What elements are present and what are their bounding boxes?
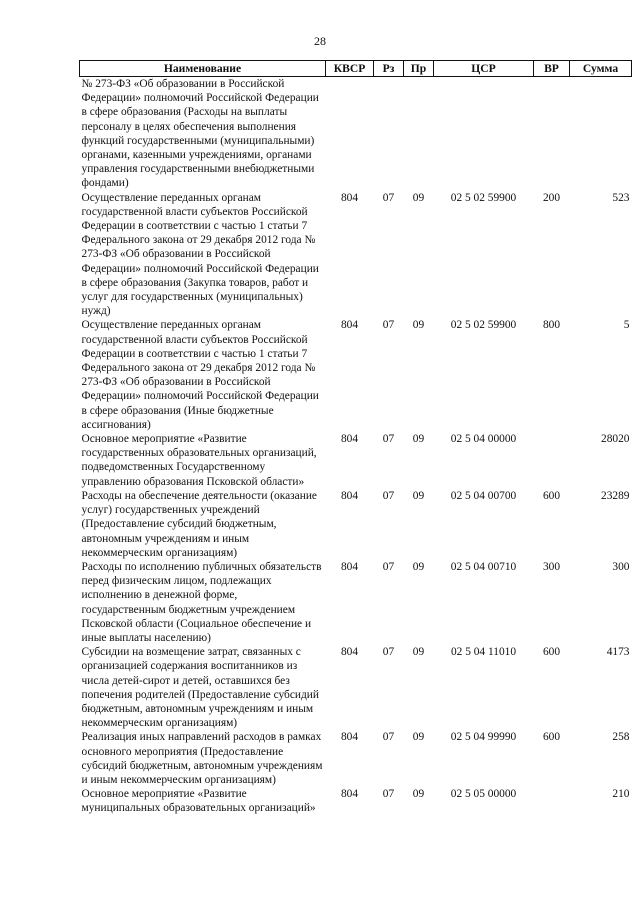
row-csr: 02 5 04 00710 bbox=[450, 560, 517, 573]
row-csr: 02 5 04 11010 bbox=[450, 646, 517, 659]
row-csr: 02 5 02 59900 bbox=[450, 319, 517, 332]
row-kvsr: 804 bbox=[340, 788, 359, 801]
row-name: Осуществление переданных органам государственной власти субъектов Российской Федерации в соответствии с частью 1 статьи 7 Федерального закона от 29 декабря 2012 года № 273-ФЗ «Об образовании в Российской Федерации» полномочий Российской Федерации в сфере образования (Закупка товаров, работ и услуг для государственных (муниципальных) нужд) bbox=[81, 191, 319, 318]
row-rz bbox=[374, 77, 404, 191]
table-body bbox=[80, 77, 632, 816]
row-rz: 07 bbox=[382, 560, 395, 573]
header-csr: ЦСР bbox=[434, 61, 534, 77]
row-vr: 200 bbox=[542, 191, 561, 204]
page-number: 28 bbox=[314, 34, 326, 48]
row-rz: 07 bbox=[382, 788, 395, 801]
row-kvsr: 804 bbox=[340, 191, 359, 204]
row-rz: 07 bbox=[382, 646, 395, 659]
row-kvsr: 804 bbox=[340, 433, 359, 446]
table-row bbox=[80, 560, 632, 645]
row-rz: 07 bbox=[382, 731, 395, 744]
header-rz: Рз bbox=[374, 61, 404, 77]
table-row bbox=[80, 432, 632, 489]
row-csr: 02 5 04 00700 bbox=[450, 489, 517, 502]
row-rz: 07 bbox=[382, 191, 395, 204]
row-sum: 210 bbox=[612, 788, 630, 801]
row-sum: 258 bbox=[612, 731, 630, 744]
row-kvsr: 804 bbox=[340, 560, 359, 573]
row-name: Субсидии на возмещение затрат, связанных с организацией содержания воспитанников из числа детей-сирот и детей, оставшихся без попечения родителей (Предоставление субсидий бюджетным, автономным учреждениям и иным некоммерческим организациям) bbox=[81, 646, 319, 730]
row-pr: 09 bbox=[412, 731, 425, 744]
row-name: Расходы на обеспечение деятельности (оказание услуг) государственных учреждений (Предоставление субсидий бюджетным, автономным учреждениям и иным некоммерческим организациям) bbox=[81, 489, 317, 559]
header-pr: Пр bbox=[404, 61, 434, 77]
row-name: Основное мероприятие «Развитие государственных образовательных организаций, подведомственных Государственному управлению образования Псковской области» bbox=[81, 433, 317, 488]
row-csr: 02 5 05 00000 bbox=[450, 788, 517, 801]
row-sum: 28020 bbox=[601, 433, 630, 446]
row-name: Расходы по исполнению публичных обязательств перед физическим лицом, подлежащих исполнению в денежной форме, государственным бюджетным учреждением Псковской области (Социальное обеспечение и иные выплаты населению) bbox=[81, 560, 322, 644]
row-vr bbox=[534, 77, 570, 191]
row-pr: 09 bbox=[412, 788, 425, 801]
row-pr: 09 bbox=[412, 319, 425, 332]
row-rz: 07 bbox=[382, 489, 395, 502]
row-csr: 02 5 04 99990 bbox=[450, 731, 517, 744]
table-row bbox=[80, 787, 632, 815]
row-name: № 273-ФЗ «Об образовании в Российской Федерации» полномочий Российской Федерации в сфере образования (Расходы на выплаты персоналу в целях обеспечения выполнения функций государственными (муниципальными) органами, казенными учреждениями, органами управления государственными внебюджетными фондами) bbox=[81, 78, 319, 190]
row-vr: 300 bbox=[542, 560, 561, 573]
row-sum: 523 bbox=[612, 191, 630, 204]
header-vr: ВР bbox=[534, 61, 570, 77]
budget-table bbox=[79, 60, 632, 816]
header-row bbox=[80, 61, 632, 77]
row-pr: 09 bbox=[412, 191, 425, 204]
row-pr: 09 bbox=[412, 433, 425, 446]
header-sum: Сумма bbox=[570, 61, 632, 77]
row-sum: 23289 bbox=[601, 489, 630, 502]
row-csr bbox=[434, 77, 534, 191]
header-kvsr: КВСР bbox=[326, 61, 374, 77]
row-vr: 600 bbox=[542, 489, 561, 502]
row-csr: 02 5 02 59900 bbox=[450, 191, 517, 204]
table-row bbox=[80, 645, 632, 730]
row-kvsr: 804 bbox=[340, 489, 359, 502]
row-sum: 300 bbox=[612, 560, 630, 573]
row-vr bbox=[534, 787, 570, 815]
row-kvsr: 804 bbox=[340, 319, 359, 332]
row-csr: 02 5 04 00000 bbox=[450, 433, 517, 446]
table-row bbox=[80, 730, 632, 787]
header-name: Наименование bbox=[80, 61, 326, 77]
row-kvsr bbox=[326, 77, 374, 191]
row-vr: 800 bbox=[542, 319, 561, 332]
row-sum: 5 bbox=[623, 319, 630, 332]
row-sum: 4173 bbox=[606, 646, 630, 659]
table-row bbox=[80, 191, 632, 319]
row-vr bbox=[534, 432, 570, 489]
row-rz: 07 bbox=[382, 433, 395, 446]
row-pr: 09 bbox=[412, 560, 425, 573]
row-rz: 07 bbox=[382, 319, 395, 332]
table-row bbox=[80, 77, 632, 191]
row-vr: 600 bbox=[542, 731, 561, 744]
table-row bbox=[80, 489, 632, 560]
row-kvsr: 804 bbox=[340, 731, 359, 744]
row-vr: 600 bbox=[542, 646, 561, 659]
table-header bbox=[80, 61, 632, 77]
row-name: Осуществление переданных органам государственной власти субъектов Российской Федерации в соответствии с частью 1 статьи 7 Федерального закона от 29 декабря 2012 года № 273-ФЗ «Об образовании в Российской Федерации» полномочий Российской Федерации в сфере образования (Иные бюджетные ассигнования) bbox=[81, 319, 319, 431]
table-row bbox=[80, 318, 632, 432]
row-kvsr: 804 bbox=[340, 646, 359, 659]
row-pr: 09 bbox=[412, 489, 425, 502]
row-name: Реализация иных направлений расходов в рамках основного мероприятия (Предоставление субсидий бюджетным, автономным учреждениям и иным некоммерческим организациям) bbox=[81, 731, 323, 786]
row-pr: 09 bbox=[412, 646, 425, 659]
row-pr bbox=[404, 77, 434, 191]
row-sum bbox=[570, 77, 632, 191]
row-name: Основное мероприятие «Развитие муниципальных образовательных организаций» bbox=[81, 788, 316, 815]
